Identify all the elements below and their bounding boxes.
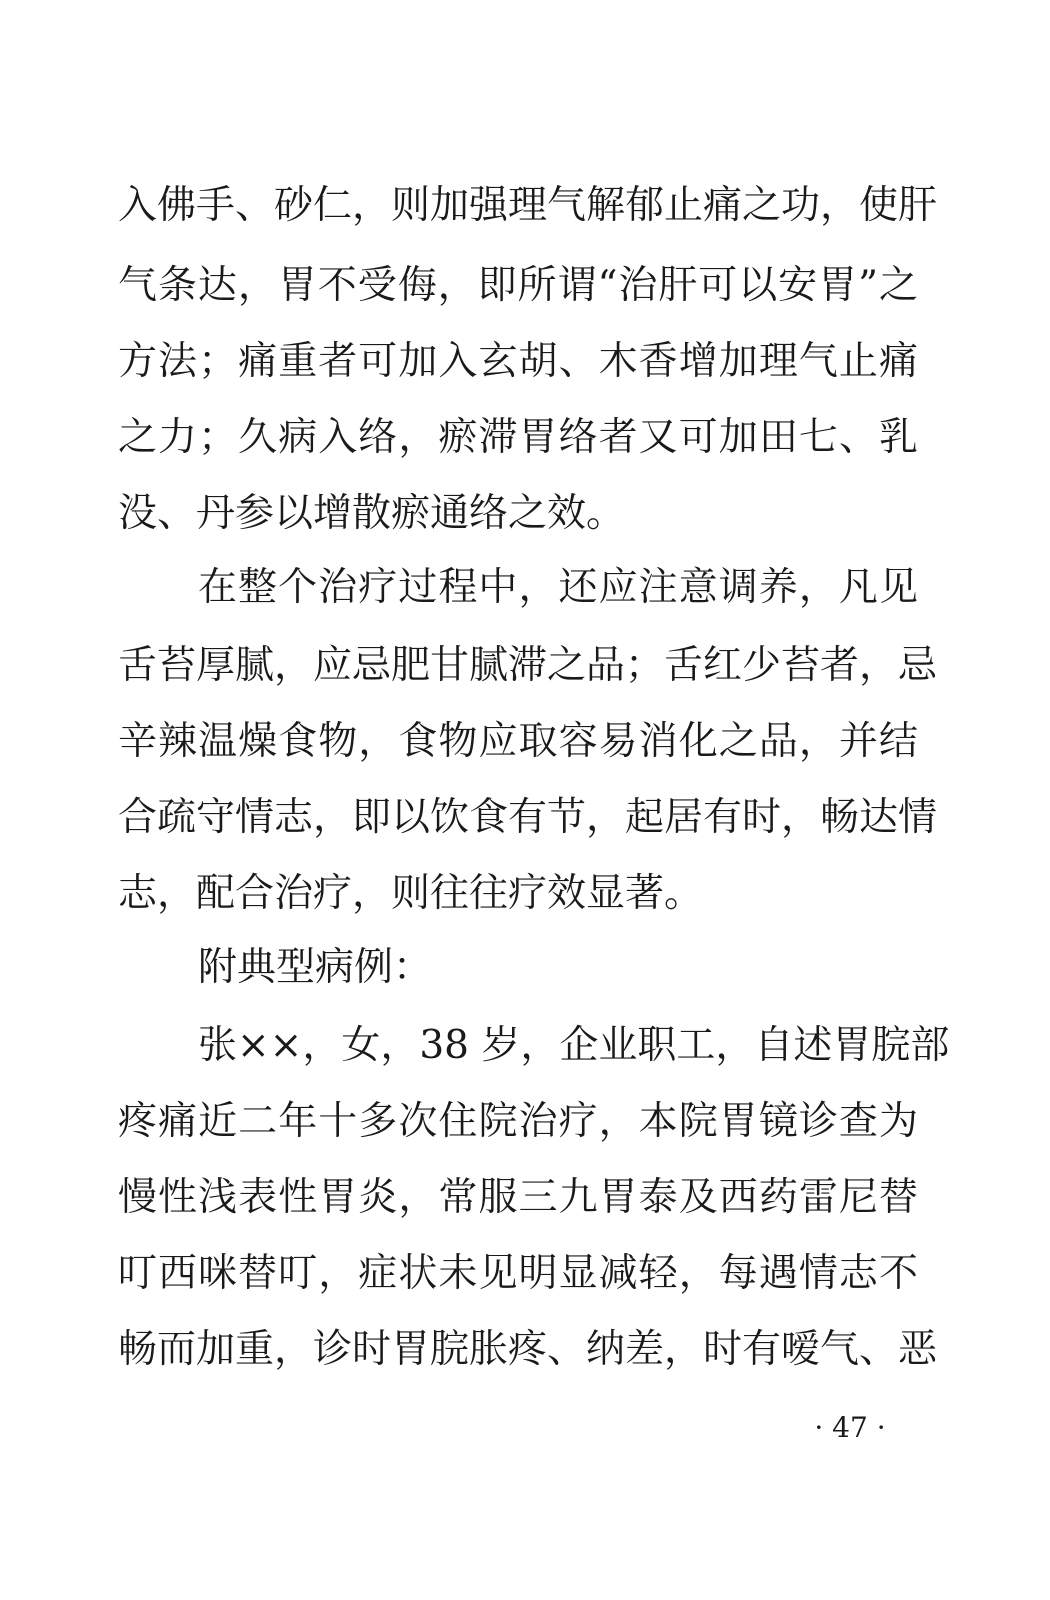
- paragraph-2-line-5: 志，配合治疗，则往往疗效显著。: [118, 871, 704, 916]
- paragraph-2-line-3: 辛辣温燥食物，食物应取容易消化之品，并结: [118, 719, 918, 764]
- paragraph-1-line-2: 气条达，胃不受侮，即所谓“治肝可以安胃”之: [118, 263, 918, 308]
- page-number: · 47 ·: [814, 1411, 886, 1444]
- paragraph-2-line-2: 舌苔厚腻，应忌肥甘腻滞之品；舌红少苔者，忌: [118, 643, 938, 688]
- paragraph-2-line-4: 合疏守情志，即以饮食有节，起居有时，畅达情: [118, 795, 938, 840]
- paragraph-4-line-4: 叮西咪替叮，症状未见明显减轻，每遇情志不: [118, 1251, 918, 1296]
- paragraph-4-line-1: 张××，女，38 岁，企业职工，自述胃脘部: [198, 1023, 950, 1068]
- paragraph-4-line-5: 畅而加重，诊时胃脘胀疼、纳差，时有嗳气、恶: [118, 1327, 938, 1372]
- case-heading: 附典型病例：: [198, 945, 433, 990]
- paragraph-1-line-1: 入佛手、砂仁，则加强理气解郁止痛之功，使肝: [118, 183, 938, 228]
- paragraph-4-line-3: 慢性浅表性胃炎，常服三九胃泰及西药雷尼替: [118, 1175, 918, 1220]
- paragraph-1-line-3: 方法；痛重者可加入玄胡、木香增加理气止痛: [118, 339, 918, 384]
- paragraph-4-line-2: 疼痛近二年十多次住院治疗，本院胃镜诊查为: [118, 1099, 918, 1144]
- paragraph-2-line-1: 在整个治疗过程中，还应注意调养，凡见: [198, 565, 918, 610]
- paragraph-1-line-5: 没、丹参以增散瘀通络之效。: [118, 491, 626, 536]
- paragraph-1-line-4: 之力；久病入络，瘀滞胃络者又可加田七、乳: [118, 415, 918, 460]
